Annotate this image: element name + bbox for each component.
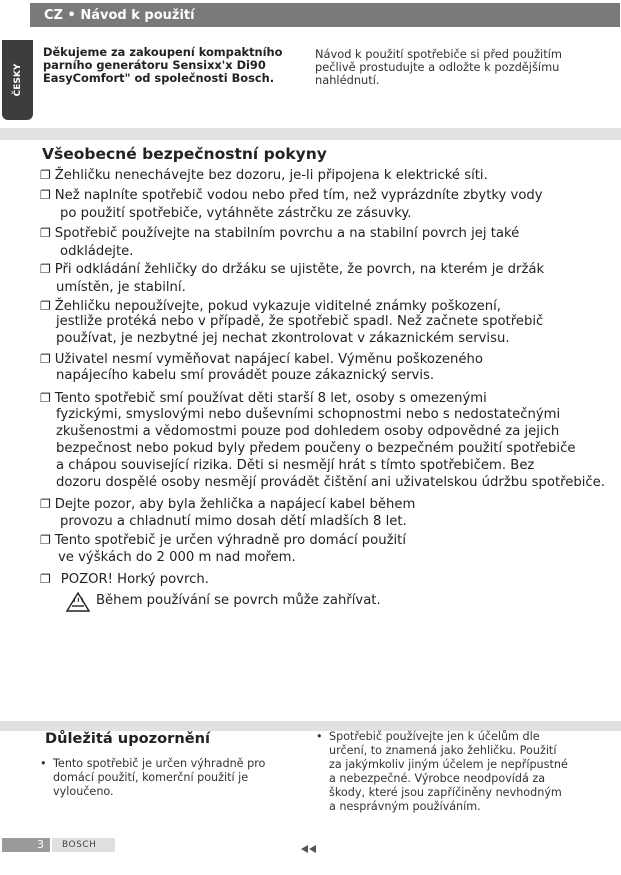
intro-bold-line: parního generátoru Sensixx'x Di90 [43,58,266,72]
checkbox-icon: ❐ [40,497,51,511]
checkbox-icon: ❐ [40,391,51,405]
checkbox-icon: ❐ [40,299,51,313]
safety-line: Spotřebič používejte na stabilním povrchu a na stabilní povrch jej také [54,226,520,241]
hot-surface-note: Během používání se povrch může zahřívat. [96,593,381,608]
intro-note-line: pečlivě prostudujte a odložte k pozdějšímu [315,60,560,74]
intro-thanks [43,46,303,85]
page-number: 3 [2,838,50,852]
safety-line: Tento spotřebič je určen výhradně pro domácí použití [54,533,407,548]
section-divider [0,128,621,140]
safety-line: dozoru dospělé osoby nesmějí provádět čištění ani uživatelskou údržbu spotřebiče. [56,475,605,490]
safety-line: Uživatel nesmí vyměňovat napájecí kabel. Výměnu poškozeného [54,352,483,367]
safety-line: odkládejte. [60,244,134,259]
important-line: určení, to znamená jako žehličku. Použití [329,744,557,757]
checkbox-icon: ❐ [40,168,51,182]
important-line: domácí použití, komerční použití je [53,771,249,784]
bullet-icon: • [316,730,323,743]
important-line: škody, které jsou zapříčiněny nevhodným [329,786,562,799]
intro-note-line: nahlédnutí. [315,73,380,87]
safety-line: Dejte pozor, aby byla žehlička a napájecí kabel během [54,497,416,512]
safety-line: Než naplníte spotřebič vodou nebo před tím, než vyprázdníte zbytky vody [54,188,543,203]
safety-line: a chápou související rizika. Děti si nesmějí hrát s tímto spotřebičem. Bez [56,458,535,473]
language-tab [2,40,33,120]
safety-line: Žehličku nepoužívejte, pokud vykazuje viditelné známky poškození, [54,299,501,314]
safety-line: POZOR! Horký povrch. [60,572,209,587]
safety-line: Tento spotřebič smí používat děti starší 8 let, osoby s omezenými [54,391,487,406]
intro-bold-line: Děkujeme za zakoupení kompaktního [43,45,283,59]
checkbox-icon: ❐ [40,226,51,240]
hot-surface-warning-icon [66,592,90,612]
checkbox-icon: ❐ [40,352,51,366]
safety-line: Při odkládání žehličky do držáku se ujistěte, že povrch, na kterém je držák [54,262,545,277]
safety-line: Žehličku nenechávejte bez dozoru, je-li připojena k elektrické síti. [54,168,488,183]
safety-line: používat, je nezbytné jej nechat zkontrolovat v zákaznickém servisu. [56,331,510,346]
checkbox-icon: ❐ [40,572,51,586]
important-title: Důležitá upozornění [45,730,211,747]
safety-line: bezpečnost nebo pokud byly předem poučeny o bezpečném použití spotřebiče [56,441,576,456]
safety-line: provozu a chladnutí mimo dosah dětí mladších 8 let. [60,514,407,529]
header-title: CZ • Návod k použití [44,8,195,23]
important-line: a nesprávným používáním. [329,800,481,813]
important-line: a nebezpečné. Výrobce neodpovídá za [329,772,546,785]
footer-brand: BOSCH [52,838,115,852]
intro-note [315,48,605,87]
checkbox-icon: ❐ [40,262,51,276]
safety-line: po použití spotřebiče, vytáhněte zástrčku ze zásuvky. [60,206,412,221]
safety-line: ve výškách do 2 000 m nad mořem. [58,550,296,565]
safety-line: fyzickými, smyslovými nebo duševními schopnostmi nebo s nedostatečnými [56,407,561,422]
important-line: vyloučeno. [53,785,114,798]
page-header [30,3,620,27]
checkbox-icon: ❐ [40,533,51,547]
safety-line: jestliže protéká nebo v případě, že spotřebič spadl. Než začnete spotřebič [56,314,544,329]
important-line: Tento spotřebič je určen výhradně pro [53,757,266,770]
intro-note-line: Návod k použití spotřebiče si před použitím [315,47,562,61]
safety-line: napájecího kabelu smí provádět pouze zákaznický servis. [56,368,435,383]
safety-line: umístěn, je stabilní. [56,280,186,295]
double-arrow-left-icon [300,844,320,854]
bullet-icon: • [40,757,47,770]
language-tab-label: ČESKY [12,63,23,97]
intro-bold-line: EasyComfort" od společnosti Bosch. [43,71,275,85]
safety-line: zkušenostmi a vědomostmi pouze pod dohledem osoby odpovědné za jejich [56,424,560,439]
checkbox-icon: ❐ [40,188,51,202]
safety-title: Všeobecné bezpečnostní pokyny [42,145,327,163]
important-line: Spotřebič používejte jen k účelům dle [329,730,540,743]
important-line: za jakýmkoliv jiným účelem je nepřípustné [329,758,568,771]
